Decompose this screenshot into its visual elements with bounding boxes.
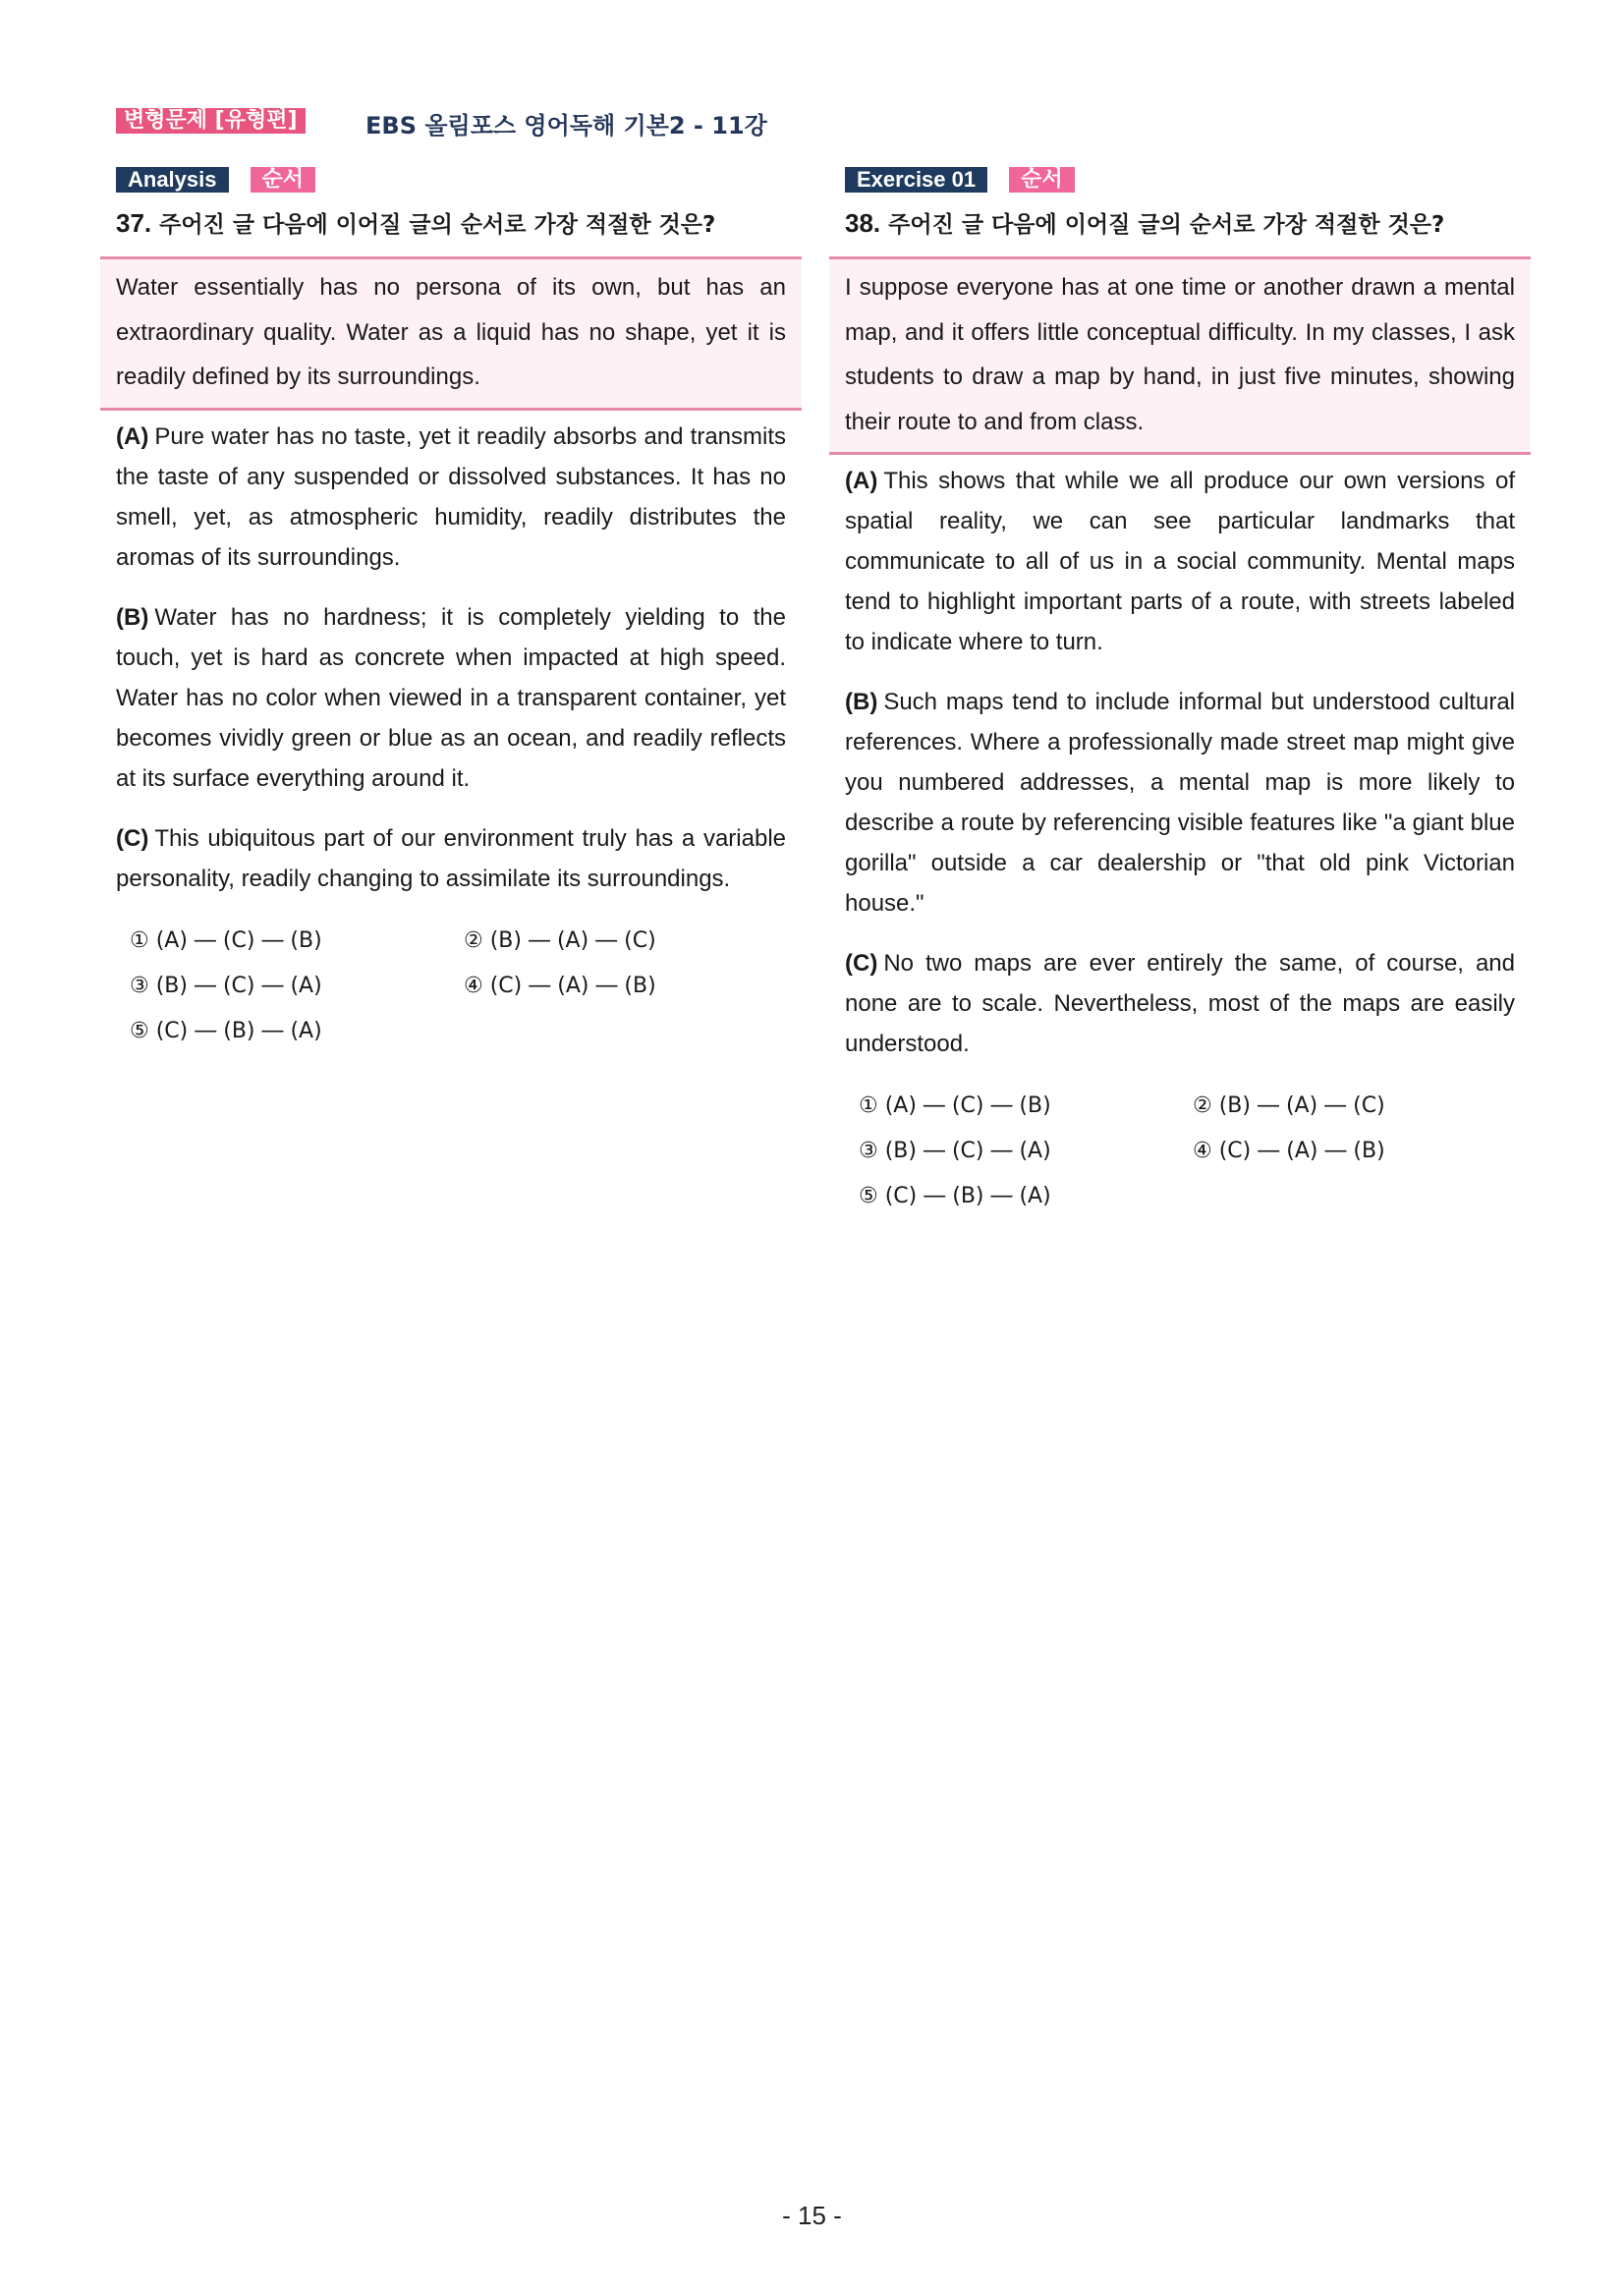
question-37 xyxy=(116,206,802,239)
question-number: 38. xyxy=(845,208,881,238)
paragraph-b xyxy=(829,682,1531,924)
right-badges xyxy=(845,167,1531,196)
paragraph-a xyxy=(829,461,1531,662)
paragraph-b xyxy=(100,597,802,799)
page-number: - 15 - xyxy=(782,2201,842,2230)
option-5[interactable]: ⑤ (C) ― (B) ― (A) xyxy=(859,1184,1051,1208)
paragraph-text: No two maps are ever entirely the same, of course, and none are to scale. Nevertheless, most of the maps are easily understood. xyxy=(845,950,1515,1057)
paragraph-label: (A) xyxy=(845,468,878,494)
paragraph-text: This ubiquitous part of our environment truly has a variable personality, readily changing to assimilate its surroundings. xyxy=(116,824,786,892)
question-38 xyxy=(845,206,1531,239)
paragraph-text: Pure water has no taste, yet it readily absorbs and transmits the taste of any suspended or dissolved substances. It has no smell, yet, as atmospheric humidity, readily distributes the aromas of its surroundings. xyxy=(116,422,786,571)
paragraph-label: (B) xyxy=(116,603,149,631)
option-1[interactable]: ① (A) ― (C) ― (B) xyxy=(859,1093,1051,1118)
option-2[interactable]: ② (B) ― (A) ― (C) xyxy=(464,927,656,953)
paragraph-label: (C) xyxy=(845,950,878,977)
given-passage: Water essentially has no persona of its own, but has an extraordinary quality. Water as a liquid has no shape, yet it is readily defined by its surroundings. xyxy=(100,256,802,411)
exercise-badge: Exercise 01 xyxy=(845,167,987,193)
left-badges xyxy=(116,167,802,196)
option-3[interactable]: ③ (B) ― (C) ― (A) xyxy=(859,1139,1051,1163)
left-column xyxy=(100,167,802,1066)
type-badge: 순서 xyxy=(1009,167,1075,193)
option-2[interactable]: ② (B) ― (A) ― (C) xyxy=(1193,1093,1385,1118)
option-1[interactable]: ① (A) ― (C) ― (B) xyxy=(130,927,322,953)
header-category-tag: 변형문제 [유형편] xyxy=(116,108,306,134)
question-number: 37. xyxy=(116,208,152,238)
paragraph-text: Water has no hardness; it is completely yielding to the touch, yet is hard as concrete when impacted at high speed. Water has no color when viewed in a transparent container, yet becomes vividly green or blue as an ocean, and readily reflects at its surface everything around it. xyxy=(116,603,786,792)
paragraph-label: (C) xyxy=(116,824,149,852)
option-5[interactable]: ⑤ (C) ― (B) ― (A) xyxy=(130,1018,322,1043)
question-text: 주어진 글 다음에 이어질 글의 순서로 가장 적절한 것은? xyxy=(888,212,1445,238)
option-3[interactable]: ③ (B) ― (C) ― (A) xyxy=(130,973,322,998)
answer-options xyxy=(859,1093,1531,1231)
paragraph-c xyxy=(100,818,802,899)
option-4[interactable]: ④ (C) ― (A) ― (B) xyxy=(464,973,656,998)
given-passage: I suppose everyone has at one time or another drawn a mental map, and it offers little conceptual difficulty. In my classes, I ask students to draw a map by hand, in just five minutes, showing their route to and from class. xyxy=(829,256,1531,455)
paragraph-label: (A) xyxy=(116,422,149,450)
paragraph-text: This shows that while we all produce our own versions of spatial reality, we can see particular landmarks that communicate to all of us in a social community. Mental maps tend to highlight important parts of a route, with streets labeled to indicate where to turn. xyxy=(845,468,1515,655)
question-text: 주어진 글 다음에 이어질 글의 순서로 가장 적절한 것은? xyxy=(159,212,716,238)
type-badge: 순서 xyxy=(251,167,316,193)
analysis-badge: Analysis xyxy=(116,167,229,193)
header-title: EBS 올림포스 영어독해 기본2 - 11강 xyxy=(365,112,767,140)
option-4[interactable]: ④ (C) ― (A) ― (B) xyxy=(1193,1139,1385,1163)
paragraph-label: (B) xyxy=(845,689,878,715)
answer-options xyxy=(130,928,802,1066)
paragraph-a xyxy=(100,417,802,578)
right-column xyxy=(829,167,1531,1231)
paragraph-c xyxy=(829,943,1531,1064)
paragraph-text: Such maps tend to include informal but understood cultural references. Where a professionally made street map might give you numbered addresses, a mental map is more likely to describe a route by referencing visible features like "a giant blue gorilla" outside a car dealership or "that old pink Victorian house." xyxy=(845,689,1515,917)
